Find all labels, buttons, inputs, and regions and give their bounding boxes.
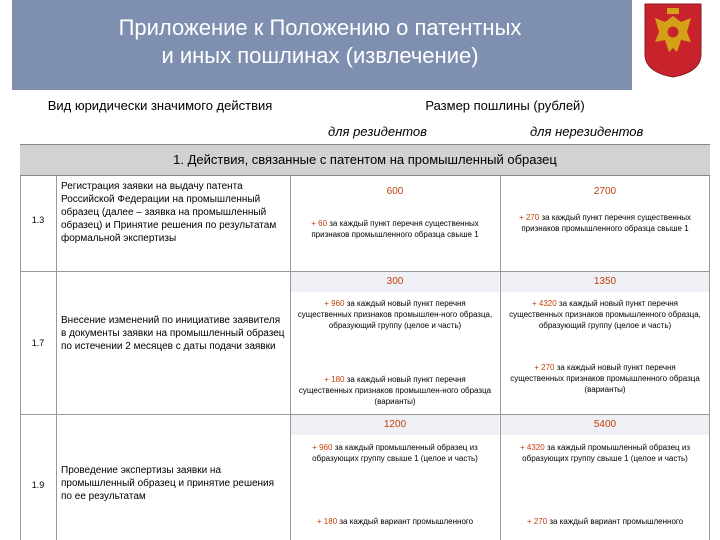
header-residents: для резидентов — [328, 124, 427, 139]
resident-note — [291, 442, 499, 464]
resident-note — [291, 374, 499, 407]
resident-note-text: за каждый пункт перечня существенных признаков промышленного образца свыше 1 — [311, 219, 479, 239]
nonresident-note-text: за каждый новый пункт перечня существенных признаков промышленного образца, образующий группу (целое и часть) — [509, 299, 701, 330]
resident-fee: 300 — [291, 272, 499, 292]
section-title: 1. Действия, связанные с патентом на промышленный образец — [20, 144, 710, 176]
header-action: Вид юридически значимого действия — [47, 98, 273, 113]
nonresident-note-text: за каждый пункт перечня существенных признаков промышленного образца свыше 1 — [521, 213, 691, 233]
resident-note-text: за каждый промышленный образец из образующих группу свыше 1 (целое и часть) — [312, 443, 478, 463]
resident-note-fee: + 960 — [312, 443, 333, 452]
nonresident-fee: 5400 — [501, 415, 709, 435]
resident-note — [291, 218, 499, 240]
nonresident-note — [501, 516, 709, 527]
resident-note-fee: + 180 — [316, 517, 338, 526]
nonresident-note-fee: + 270 — [526, 517, 548, 526]
row-number: 1.9 — [31, 480, 45, 490]
grid-line — [709, 176, 710, 540]
slide-title — [20, 14, 620, 70]
title-line-1: Приложение к Положению о патентных — [118, 15, 522, 40]
resident-note-fee: + 960 — [324, 299, 345, 308]
nonresident-fee: 2700 — [593, 186, 617, 197]
nonresident-fee: 1350 — [501, 272, 709, 292]
resident-note — [291, 298, 499, 331]
russian-coat-of-arms-icon — [643, 2, 703, 78]
nonresident-note-fee: + 270 — [519, 213, 540, 222]
nonresident-note-text: за каждый промышленный образец из образующих группу свыше 1 (целое и часть) — [522, 443, 690, 463]
nonresident-note — [501, 442, 709, 464]
resident-fee: 600 — [386, 186, 404, 197]
title-line-2: и иных пошлинах (извлечение) — [161, 43, 479, 68]
nonresident-note — [501, 362, 709, 395]
header-nonresidents: для нерезидентов — [530, 124, 644, 139]
resident-note — [291, 516, 499, 527]
nonresident-note-fee: + 270 — [534, 363, 555, 372]
row-number: 1.3 — [31, 215, 45, 225]
row-description: Внесение изменений по инициативе заявителя в документы заявки на промышленный образец по истечении 2 месяцев с даты подачи заявки — [61, 315, 285, 352]
table-header — [20, 90, 710, 144]
nonresident-note-text: за каждый вариант промышленного — [549, 517, 684, 526]
resident-fee: 1200 — [291, 415, 499, 435]
row-description: Проведение экспертизы заявки на промышленный образец и принятие решения по ее результатам — [61, 465, 275, 502]
nonresident-note — [501, 298, 709, 331]
nonresident-note-fee: + 4320 — [520, 443, 545, 452]
resident-note-text: за каждый новый пункт перечня существенных признаков промышлен-ного образца (варианты) — [298, 375, 492, 406]
nonresident-note — [501, 212, 709, 234]
nonresident-note-text: за каждый новый пункт перечня существенных признаков промышленного образца (варианты) — [510, 363, 700, 394]
nonresident-note-fee: + 4320 — [532, 299, 557, 308]
resident-note-text: за каждый вариант промышленного — [339, 517, 474, 526]
resident-note-fee: + 60 — [311, 219, 328, 228]
header-fee: Размер пошлины (рублей) — [425, 98, 585, 113]
resident-note-fee: + 180 — [324, 375, 345, 384]
row-description: Регистрация заявки на выдачу патента Российской Федерации на промышленный образец (далее – заявка на промышленный образец) и Принятие решения по результатам формальной экспертизы — [61, 181, 277, 244]
row-number: 1.7 — [31, 338, 45, 348]
resident-note-text: за каждый новый пункт перечня существенных признаков промышлен-ного образца, образующий группу (целое и часть) — [297, 299, 493, 330]
